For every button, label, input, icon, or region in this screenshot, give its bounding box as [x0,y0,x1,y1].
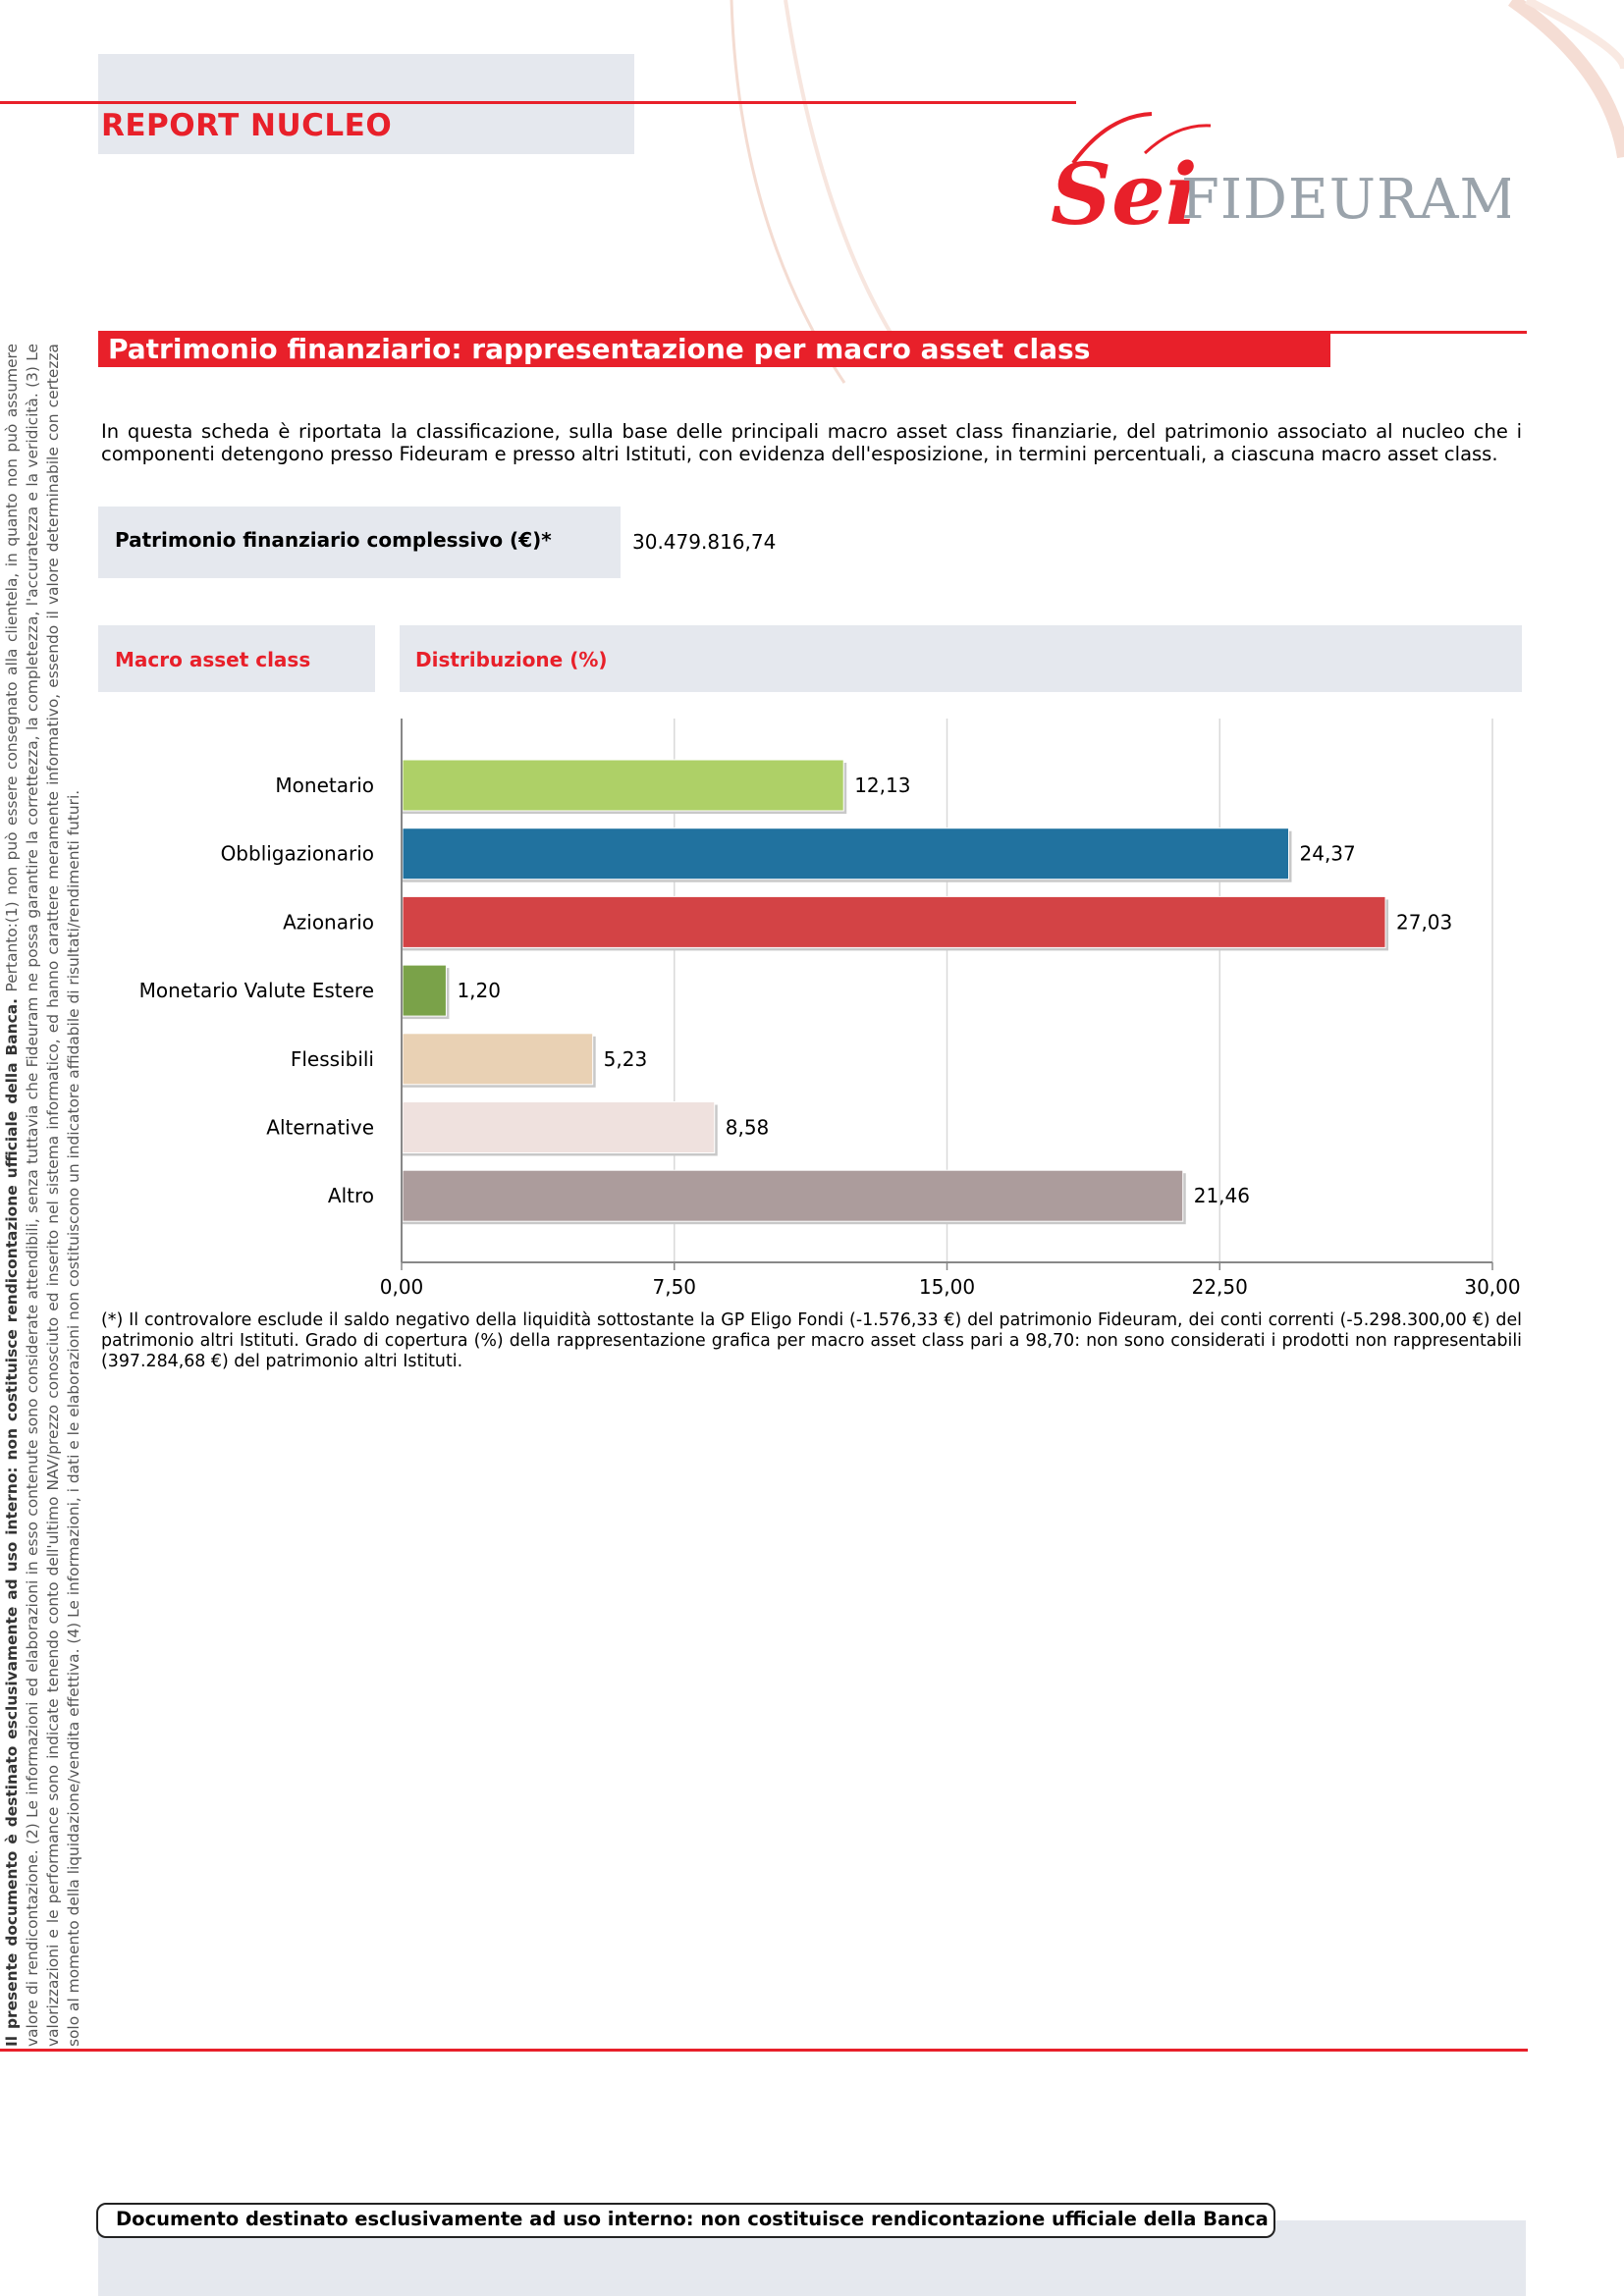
bar-value-label: 5,23 [603,1046,648,1071]
category-label: Obbligazionario [220,841,374,866]
bar-value-label: 27,03 [1396,910,1453,934]
bottom-divider [0,2049,1528,2052]
bar-value-label: 8,58 [725,1115,770,1140]
bar-value-label: 24,37 [1299,841,1356,866]
category-label: Altro [327,1184,374,1208]
bar [403,896,1385,947]
x-tick-label: 22,50 [1191,1275,1248,1299]
logo-brand-text: FIDEURAM [1181,168,1510,232]
side-disclaimer [2,344,84,2047]
bar [403,828,1289,880]
report-title: REPORT NUCLEO [101,108,393,143]
category-label: Monetario Valute Estere [138,979,374,1003]
bar [403,760,843,811]
header-divider [0,101,1076,104]
side-disclaimer-bold: Il presente documento è destinato esclusivamente ad uso interno: non costituisce rendicontazione ufficiale della Banca. [3,998,21,2047]
column-header-distribution: Distribuzione (%) [415,648,608,671]
bar [403,965,446,1016]
bar [403,1102,715,1153]
bar-value-label: 1,20 [457,979,501,1003]
category-label: Flessibili [290,1046,374,1071]
x-tick-label: 0,00 [379,1275,424,1299]
footnote: (*) Il controvalore esclude il saldo negativo della liquidità sottostante la GP Eligo Fondi (-1.576,33 €) del patrimonio Fideuram, dei conti correnti (-5.298.300,00 €) del patrimonio altri Istituti. Grado di copertura (%) della rappresentazione grafica per macro asset class pari a 98,70: non sono considerati i prodotti non rappresentabili (397.284,68 €) del patrimonio altri Istituti. [101,1310,1522,1371]
bar [403,1034,593,1085]
category-label: Monetario [275,774,374,797]
side-disclaimer-text: Pertanto:(1) non può essere consegnato alla clientela, in quanto non può assumere valore di rendicontazione. (2) Le informazioni ed elaborazioni in esso contenute sono considerate attendibili, senza tuttavia che Fideuram ne possa garantire la correttezza, la completezza, l'accuratezza e la veridicità. (3) Le valorizzazioni e le performance sono indicate tenendo conto dell'ultimo NAV/prezzo conosciuto ed inserito nel sistema informatico, ed hanno carattere meramente informativo, essendo il valore determinabile con certezza solo al momento della liquidazione/vendita effettiva. (4) Le informazioni, i dati e le elaborazioni non costituiscono un indicatore affidabile di risultati/rendimenti futuri. [3,344,82,2047]
category-label: Azionario [283,910,374,934]
asset-class-bar-chart [0,707,1624,1315]
footer-disclaimer-text: Documento destinato esclusivamente ad uso interno: non costituisce rendicontazione ufficiale della Banca [116,2208,1269,2230]
column-header-asset-class: Macro asset class [115,648,311,671]
patrimonio-value: 30.479.816,74 [632,530,777,554]
section-title: Patrimonio finanziario: rappresentazione per macro asset class [108,333,1091,365]
sei-fideuram-logo [1049,106,1510,234]
category-label: Alternative [266,1115,374,1140]
x-tick-label: 7,50 [652,1275,697,1299]
patrimonio-label: Patrimonio finanziario complessivo (€)* [115,528,552,552]
x-tick-label: 30,00 [1464,1275,1521,1299]
x-tick-label: 15,00 [918,1275,976,1299]
chart-bars [139,760,1453,1224]
bar-value-label: 21,46 [1193,1184,1251,1208]
bar [403,1170,1183,1221]
bar-value-label: 12,13 [854,774,911,797]
logo-sei-text: Sei [1051,145,1198,234]
intro-paragraph: In questa scheda è riportata la classificazione, sulla base delle principali macro asset class finanziarie, del patrimonio associato al nucleo che i componenti detengono presso Fideuram e presso altri Istituti, con evidenza dell'esposizione, in termini percentuali, a ciascuna macro asset class. [101,420,1522,465]
